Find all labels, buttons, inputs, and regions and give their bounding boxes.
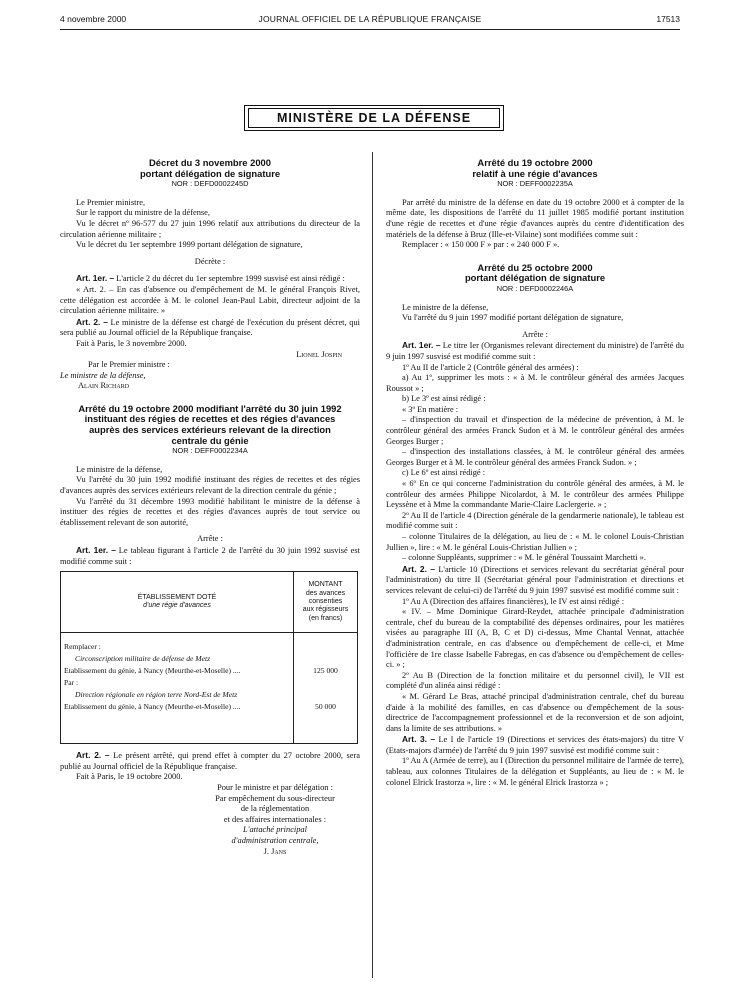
arrete-delegation-subtitle: portant délégation de signature xyxy=(464,272,606,284)
ministry-title: MINISTÈRE DE LA DÉFENSE xyxy=(248,108,500,128)
right-column xyxy=(386,158,684,788)
regie-row1-category: Circonscription militaire de défense de Metz xyxy=(75,654,211,664)
article-1-item: c) Le 6º est ainsi rédigé : xyxy=(402,468,486,478)
article-1-item: 1º Au II de l'article 2 (Contrôle général des armées) : xyxy=(402,362,579,372)
regie-col-amount-line: MONTANT xyxy=(308,581,343,589)
regie-col-establishment xyxy=(61,572,294,633)
signature-line: Pour le ministre et par délégation : xyxy=(217,782,333,792)
arrete-bruz-para: Remplacer : « 150 000 F » par : « 240 000 F ». xyxy=(402,240,560,250)
regie-table-body xyxy=(61,633,358,744)
article-text: Le présent arrêté, qui prend effet à compter du 27 octobre 2000, sera publié au Journal officiel de la République française. xyxy=(60,751,360,771)
regie-body-amounts xyxy=(294,633,358,744)
arrete-genie-article-1 xyxy=(60,545,360,567)
article-1-item: 2º Au II de l'article 4 (Direction générale de la gendarmerie nationale), le tableau est modifié comme suit : xyxy=(386,510,684,531)
article-text: Le ministre de la défense est chargé de l'exécution du présent décret, qui sera publié au Journal officiel de la République française. xyxy=(60,317,360,338)
arrete-bruz-title: Arrêté du 19 octobre 2000 xyxy=(477,157,593,168)
decret-decrete: Décrète : xyxy=(194,256,226,266)
article-text: Le I de l'article 19 (Directions et services des états-majors) du titre V (Etats-majors d'armée) de l'arrêté du 9 juin 1997 susvisé est modifié comme suit : xyxy=(386,735,684,755)
article-2-item: « M. Gérard Le Bras, attaché principal d'administration centrale, chef du bureau d'aide à la mobilité des familles, en cas d'absence ou d'empêchement de la sous-directrice de l'accompagnement professionnel et de la reconversion et de son adjoint, dans la limite de ses attributions. » xyxy=(386,691,684,733)
arrete-bruz-para: Par arrêté du ministre de la défense en date du 19 octobre 2000 et à compter de la même date, les dispositions de l'arrêté du 11 juillet 1985 modifié portant institution d'une régie de recettes et d'une régie d'avances auprès du centre d'identification des matériels de la défense à Bruz (Ille-et-Vilaine) sont modifiées comme suit : xyxy=(386,197,684,239)
arrete-delegation-article-2 xyxy=(386,564,684,597)
regie-col-amount-line: (en francs) xyxy=(308,614,343,622)
decret-minister-title: Le ministre de la défense, xyxy=(60,370,146,380)
article-label: Art. 2. – xyxy=(76,750,110,761)
arrete-genie-title: Arrêté du 19 octobre 2000 modifiant l'arrêté du 30 juin 1992 xyxy=(78,402,342,414)
regie-col-amount xyxy=(294,572,358,633)
article-2-item: 2º Au B (Direction de la fonction militaire et du personnel civil), le VII est complété d'un alinéa ainsi rédigé : xyxy=(386,670,684,691)
article-1-item: – d'inspection du travail et d'inspection de la médecine de prévention, à M. le contrôleur général des armées Franck Sudon et à M. le contrôleur général des armées Georges Burger ; xyxy=(386,415,684,446)
regie-row1-amount: 125 000 xyxy=(313,666,338,676)
decret-article-1 xyxy=(60,273,360,285)
decret-title: Décret du 3 novembre 2000 xyxy=(149,157,271,168)
regie-row2-amount: 50 000 xyxy=(315,702,336,712)
decret-para: Le Premier ministre, xyxy=(76,197,146,207)
arrete-genie-para: Le ministre de la défense, xyxy=(76,464,163,474)
decret-para: Sur le rapport du ministre de la défense, xyxy=(76,208,210,218)
article-3-item: 1º Au A (Armée de terre), au I (Direction du personnel militaire de l'armée de terre), tableau, aux colonnes Titulaires de la délégation et Suppléants, au lieu de : « M. le colonel Elrick Irastorza », lire : « M. le général Elrick Irastorza » ; xyxy=(386,756,684,787)
regie-par: Par : xyxy=(64,678,79,688)
article-label: Art. 2. – xyxy=(76,316,108,327)
arrete-delegation-para: Vu l'arrêté du 9 juin 1997 modifié portant délégation de signature, xyxy=(402,313,624,323)
decret-par: Par le Premier ministre : xyxy=(88,360,170,370)
decret-subtitle: portant délégation de signature xyxy=(139,167,281,179)
decret-signer: Lionel Jospin xyxy=(296,349,342,359)
signature-line: d'administration centrale, xyxy=(231,835,319,845)
arrete-genie-fait: Fait à Paris, le 19 octobre 2000. xyxy=(76,772,183,782)
regie-row2-name: Etablissement du génie, à Nancy (Meurthe-et-Moselle) .... xyxy=(64,702,241,712)
arrete-genie-arrete: Arrête : xyxy=(197,534,223,544)
decret-minister-name: Alain Richard xyxy=(78,381,130,391)
regie-col-amount-line: aux régisseurs xyxy=(302,606,349,614)
page-header xyxy=(60,14,680,28)
regie-col-amount-line: des avances xyxy=(305,589,346,597)
ministry-box xyxy=(244,105,504,131)
article-label: Art. 1er. – xyxy=(402,340,441,351)
signature-line: et des affaires internationales : xyxy=(223,814,327,824)
signature-line: L'attaché principal xyxy=(243,825,307,835)
arrete-genie-signature xyxy=(190,783,360,857)
arrete-genie-title-line: auprès des services extérieurs relevant de la direction xyxy=(89,424,331,436)
regie-row1-name: Etablissement du génie, à Nancy (Meurthe-et-Moselle) .... xyxy=(64,666,241,676)
header-page-number: 17513 xyxy=(656,14,680,24)
article-text: L'article 2 du décret du 1er septembre 1999 susvisé est ainsi rédigé : xyxy=(114,274,345,284)
regie-col-amount-line: consenties xyxy=(308,597,343,605)
article-label: Art. 1er. – xyxy=(76,273,115,284)
article-1-item: – colonne Suppléants, supprimer : « M. le général Toussaint Marchetti ». xyxy=(402,553,646,563)
decret-nor: NOR : DEFD0002245D xyxy=(171,179,249,189)
arrete-delegation-article-3 xyxy=(386,734,684,756)
article-1-item: « 3º En matière : xyxy=(402,404,459,414)
arrete-bruz-subtitle: relatif à une régie d'avances xyxy=(472,167,598,179)
arrete-delegation-article-1 xyxy=(386,340,684,362)
regie-col-establishment-h1: ÉTABLISSEMENT DOTÉ xyxy=(137,593,217,601)
signature-line: Par empêchement du sous-directeur xyxy=(215,793,335,803)
regie-table-header xyxy=(61,572,358,633)
regie-body-establishments xyxy=(61,633,294,744)
article-1-item: a) Au 1º, supprimer les mots : « à M. le contrôleur général des armées Jacques Roussot » ; xyxy=(386,373,684,393)
arrete-genie-title-line: instituant des régies de recettes et des régies d'avances xyxy=(84,413,336,425)
arrete-genie-title-line: centrale du génie xyxy=(171,434,249,446)
arrete-genie-para: Vu l'arrêté du 30 juin 1992 modifié instituant des régies de recettes et des régies d'avances auprès des services extérieurs relevant de la direction centrale du génie ; xyxy=(60,475,360,496)
article-text: Le titre Ier (Organismes relevant directement du ministre) de l'arrêté du 9 juin 1997 susvisé est modifié comme suit : xyxy=(386,341,684,361)
arrete-genie-nor: NOR : DEFF0002234A xyxy=(172,446,248,456)
column-divider xyxy=(372,152,373,978)
article-1-item: – colonne Titulaires de la délégation, au lieu de : « M. le colonel Louis-Christian Jullien », lire : « M. le général Louis-Christian Jullien » ; xyxy=(386,532,684,552)
header-rule xyxy=(60,29,680,30)
regie-remplacer: Remplacer : xyxy=(64,642,101,652)
arrete-delegation-title: Arrêté du 25 octobre 2000 xyxy=(477,261,593,273)
article-1-item: « 6º En ce qui concerne l'administration du contrôle général des armées, à M. le contrôleur des armées Philippe Nicolardot, à M. le contrôleur des armées Philippe Leyssène et à Mme la commandante Marie-Claire Laclergerie. » ; xyxy=(386,479,684,510)
arrete-genie-para: Vu l'arrêté du 31 décembre 1993 modifié habilitant le ministre de la défense à instituer des régies de recettes et des régies d'avances auprès de tout service ou établissement relevant de son autorité, xyxy=(60,496,360,527)
header-date: 4 novembre 2000 xyxy=(60,14,127,24)
signature-name: J. Jans xyxy=(263,846,287,856)
article-label: Art. 3. – xyxy=(402,734,436,745)
signature-line: de la réglementation xyxy=(240,804,310,814)
article-1-item: – d'inspection des installations classées, à M. le contrôleur général des armées Georges Burger et à M. le contrôleur général des armées Franck Sudon. » ; xyxy=(386,447,684,467)
article-label: Art. 1er. – xyxy=(76,545,116,555)
decret-para: Vu le décret nº 96-577 du 27 juin 1996 relatif aux attributions du directeur de la circulation aérienne militaire ; xyxy=(60,218,360,239)
arrete-delegation-arrete: Arrête : xyxy=(522,329,548,339)
arrete-genie-article-2 xyxy=(60,750,360,772)
article-label: Art. 2. – xyxy=(402,563,436,574)
decret-fait: Fait à Paris, le 3 novembre 2000. xyxy=(76,338,187,348)
article-2-item: « IV. – Mme Dominique Girard-Reydet, attachée principale d'administration centrale, chef du bureau de la comptabilité des dépenses ordinaires, pour les matières visées au paragraphe III (A, B, C et D) ci-dessus, Mme Chantal Vennat, attachée d'administration centrale, en cas d'absence ou d'empêchement de celle-ci, et Mme l'officière de 1re classe Isabelle Fabregas, en cas d'absence ou d'empêchement de celles-ci. » ; xyxy=(386,607,684,670)
arrete-delegation-para: Le ministre de la défense, xyxy=(402,302,489,312)
article-1-item: b) Le 3º est ainsi rédigé : xyxy=(402,394,486,404)
decret-article-2 xyxy=(60,317,360,339)
article-text: L'article 10 (Directions et services relevant du secrétariat général pour l'administration) du titre II (Secrétariat général pour l'administration et directions et services relevant de celui-ci) de l'arrêté du 9 juin 1997 susvisé est modifié comme suit : xyxy=(386,564,684,595)
left-column xyxy=(60,158,360,857)
article-2-item: 1º Au A (Direction des affaires financières), le IV est ainsi rédigé : xyxy=(402,596,625,606)
article-text: Le tableau figurant à l'article 2 de l'arrêté du 30 juin 1992 susvisé est modifié comme suit : xyxy=(60,546,360,566)
regie-col-establishment-h2: d'une régie d'avances xyxy=(143,602,211,610)
arrete-delegation-nor: NOR : DEFD0002246A xyxy=(496,283,574,293)
header-journal-title: JOURNAL OFFICIEL DE LA RÉPUBLIQUE FRANÇAISE xyxy=(258,14,482,24)
decret-para: Vu le décret du 1er septembre 1999 portant délégation de signature, xyxy=(76,240,303,250)
regie-row2-category: Direction régionale en région terre Nord-Est de Metz xyxy=(75,690,238,700)
arrete-bruz-nor: NOR : DEFF0002235A xyxy=(497,179,573,189)
decret-article-1-quote: « Art. 2. – En cas d'absence ou d'empêchement de M. le général François Rivet, cette délégation est accordée à M. le colonel Jean-Paul Labit, directeur adjoint de la circulation aérienne militaire. » xyxy=(60,284,360,316)
regie-table xyxy=(60,571,358,744)
